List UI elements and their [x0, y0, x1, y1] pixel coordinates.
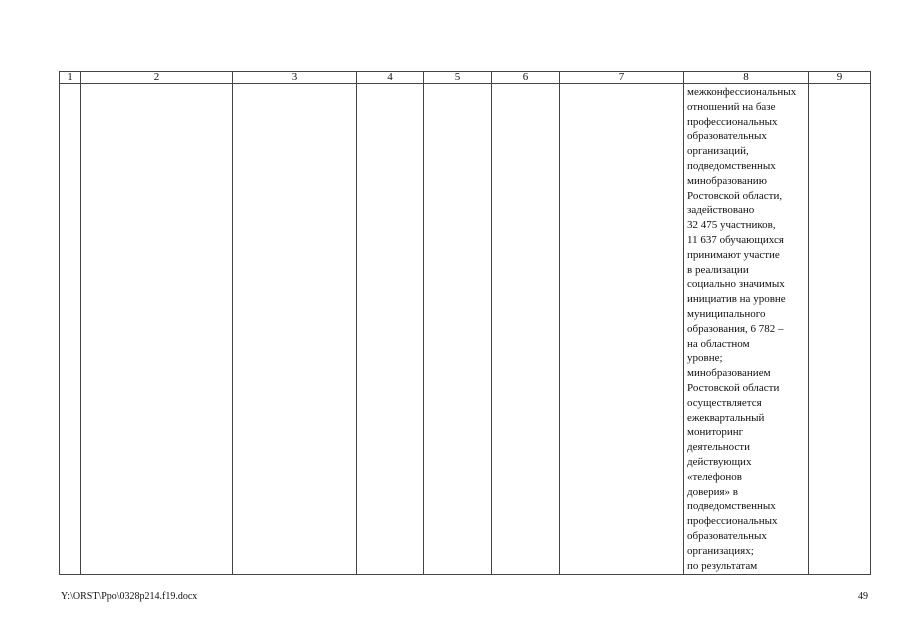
table-row — [60, 84, 871, 575]
column-header-2: 2 — [81, 72, 233, 84]
table-cell-3 — [233, 84, 357, 575]
column-header-6: 6 — [492, 72, 560, 84]
column-header-7: 7 — [560, 72, 684, 84]
table-cell-9 — [809, 84, 871, 575]
table-cell-1 — [60, 84, 81, 575]
table-cell-6 — [492, 84, 560, 575]
footer-file-path: Y:\ORST\Ppo\0328p214.f19.docx — [61, 591, 198, 602]
table-cell-5 — [424, 84, 492, 575]
column-header-5: 5 — [424, 72, 492, 84]
table-cell-4 — [357, 84, 424, 575]
column-header-4: 4 — [357, 72, 424, 84]
footer-page-number: 49 — [858, 591, 868, 602]
column-header-9: 9 — [809, 72, 871, 84]
cell-8-text: межконфессиональных отношений на базе профессиональных образовательных организаций, подведомственных минобразованию Ростовской области, задействовано 32 475 участников, 11 637 обучающихся принимают участие в реализации социально значимых инициатив на уровне муниципального образования, 6 782 – на областном уровне; минобразованием Ростовской области осуществляется ежеквартальный мониторинг деятельности действующих «телефонов доверия» в подведомственных профессиональных образовательных организациях; по результатам — [687, 86, 797, 572]
table-cell-7 — [560, 84, 684, 575]
column-header-8: 8 — [684, 72, 809, 84]
column-header-3: 3 — [233, 72, 357, 84]
column-header-1: 1 — [60, 72, 81, 84]
table-cell-8 — [684, 84, 809, 575]
table-header-row — [60, 72, 871, 84]
table-cell-2 — [81, 84, 233, 575]
document-table — [59, 71, 871, 575]
